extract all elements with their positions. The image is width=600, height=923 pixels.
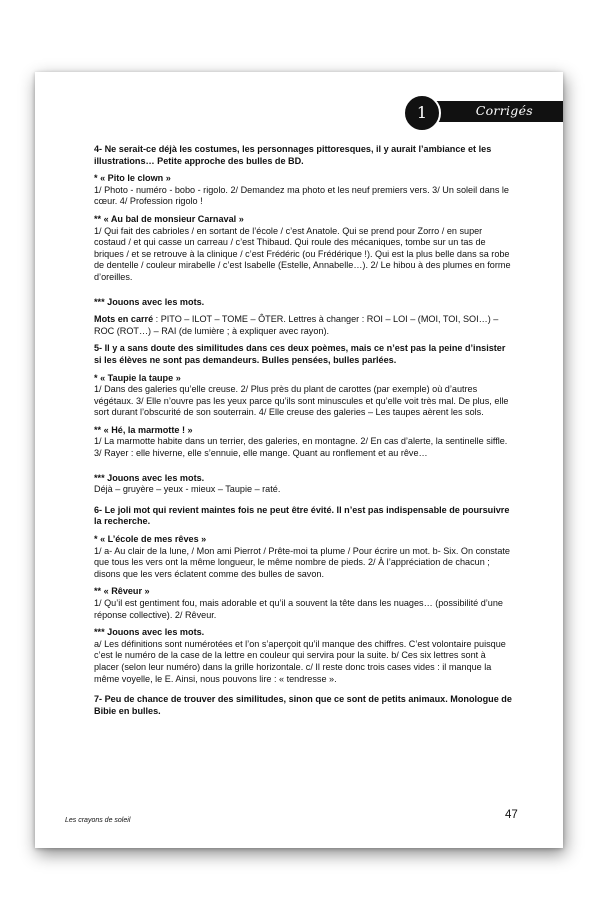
mots-en-carre-text: : PITO – ILOT – TOME – ÔTER. Lettres à changer : ROI – LOI – (MOI, TOI, SOI…) – ROC (ROT…) – RAI (de lumière ; à expliquer avec rayon). (94, 314, 499, 336)
answer-taupie: 1/ Dans des galeries qu’elle creuse. 2/ Plus près du plant de carottes (par exemple) où d’autres végétaux. 3/ Elle n’ouvre pas les yeux parce qu’ils sont minuscules et qu’elle voit très mal. De plus, elle sort durant l’obscurité de son souterrain. 4/ Elle creuse des galeries – Les taupes aèrent les sols. (94, 384, 509, 418)
section-6-title: 6- Le joli mot qui revient maintes fois ne peut être évité. Il n’est pas indispensable de poursuivre la recherche. (94, 504, 510, 527)
answer-marmotte: 1/ La marmotte habite dans un terrier, des galeries, en montagne. 2/ En cas d’alerte, la sentinelle siffle. 3/ Rayer : elle hiverne, elle s’ennuie, elle mange. Quant au ronflement et au rêve… (94, 436, 508, 459)
poem-title-reveur: ** « Rêveur » (94, 586, 150, 597)
page-sheet (35, 72, 563, 848)
section-5-title: 5- Il y a sans doute des similitudes dans ces deux poèmes, mais ce n’est pas la peine d’insister si les élèves ne sont pas demandeurs. Bulles pensées, bulles parlées. (94, 343, 506, 365)
poem-title-taupie: * « Taupie la taupe » (94, 372, 181, 383)
page-number: 47 (505, 809, 518, 821)
chapter-number-badge: 1 (403, 94, 441, 132)
book-title-footer: Les crayons de soleil (65, 817, 131, 824)
answer-pito: 1/ Photo - numéro - bobo - rigolo. 2/ Demandez ma photo et les neuf premiers vers. 3/ Un soleil dans le cœur. 4/ Profession rigolo ! (94, 184, 509, 207)
poem-title-marmotte: ** « Hé, la marmotte ! » (94, 424, 193, 435)
section-4-title: 4- Ne serait-ce déjà les costumes, les personnages pittoresques, il y aurait l’ambiance et les illustrations… Petite approche des bulles de BD. (94, 144, 492, 166)
page-content (94, 144, 513, 717)
poem-title-carnaval: ** « Au bal de monsieur Carnaval » (94, 213, 244, 224)
answer-carnaval: 1/ Qui fait des cabrioles / en sortant de l’école / c’est Anatole. Qui se prend pour Zorro / en super costaud / et qui casse un carreau / c’est Thibaud. Qui roule des mécaniques, tombe sur un tas de briques / et se retrouve à la clinique / c’est Frédéric (ou Frédérique !). Qui est la plus belle dans sa robe de dentelle / couleur mirabelle / c’est Isabelle (Estelle, Annabelle…). 2/ Le hibou à des plumes en forme d’oreilles. (94, 225, 511, 282)
answer-jouons-1 (94, 314, 513, 337)
answer-jouons-2: Déjà – gruyère – yeux - mieux – Taupie – raté. (94, 484, 281, 495)
answer-reveur: 1/ Qu’il est gentiment fou, mais adorable et qu’il a souvent la tête dans les nuages… (possibilité d’une réponse collective). 2/ Rêveur. (94, 598, 503, 620)
chapter-label: Corrigés (475, 103, 533, 118)
mots-en-carre-label: Mots en carré (94, 314, 154, 325)
jouons-title-3: *** Jouons avec les mots. (94, 627, 205, 638)
answer-ecole: 1/ a- Au clair de la lune, / Mon ami Pierrot / Prête-moi ta plume / Pour écrire un mot. b- Six. On constate que tous les vers ont la même longueur, le même nombre de pieds. 2/ À l’appréciation de chacun ; disons que les vers éclatent comme des bulles de savon. (94, 545, 510, 579)
section-7-title: 7- Peu de chance de trouver des similitudes, sinon que ce sont de petits animaux. Monologue de Bibie en bulles. (94, 694, 512, 716)
poem-title-ecole: * « L’école de mes rêves » (94, 534, 207, 545)
jouons-title-1: *** Jouons avec les mots. (94, 296, 205, 307)
poem-title-pito: * « Pito le clown » (94, 173, 171, 184)
answer-jouons-3: a/ Les définitions sont numérotées et l’on s’aperçoit qu’il manque des chiffres. C’est volontaire puisque c’est le numéro de la case de la lettre en couleur qui servira pour la suite. b/ Ces six lettres sont à placer (selon leur numéro) dans la grille horizontale. c/ Il reste donc trois cases vides : il manque la même voyelle, le E. Ainsi, nous pouvons lire : « tendresse ». (94, 638, 506, 684)
jouons-title-2: *** Jouons avec les mots. (94, 472, 205, 483)
